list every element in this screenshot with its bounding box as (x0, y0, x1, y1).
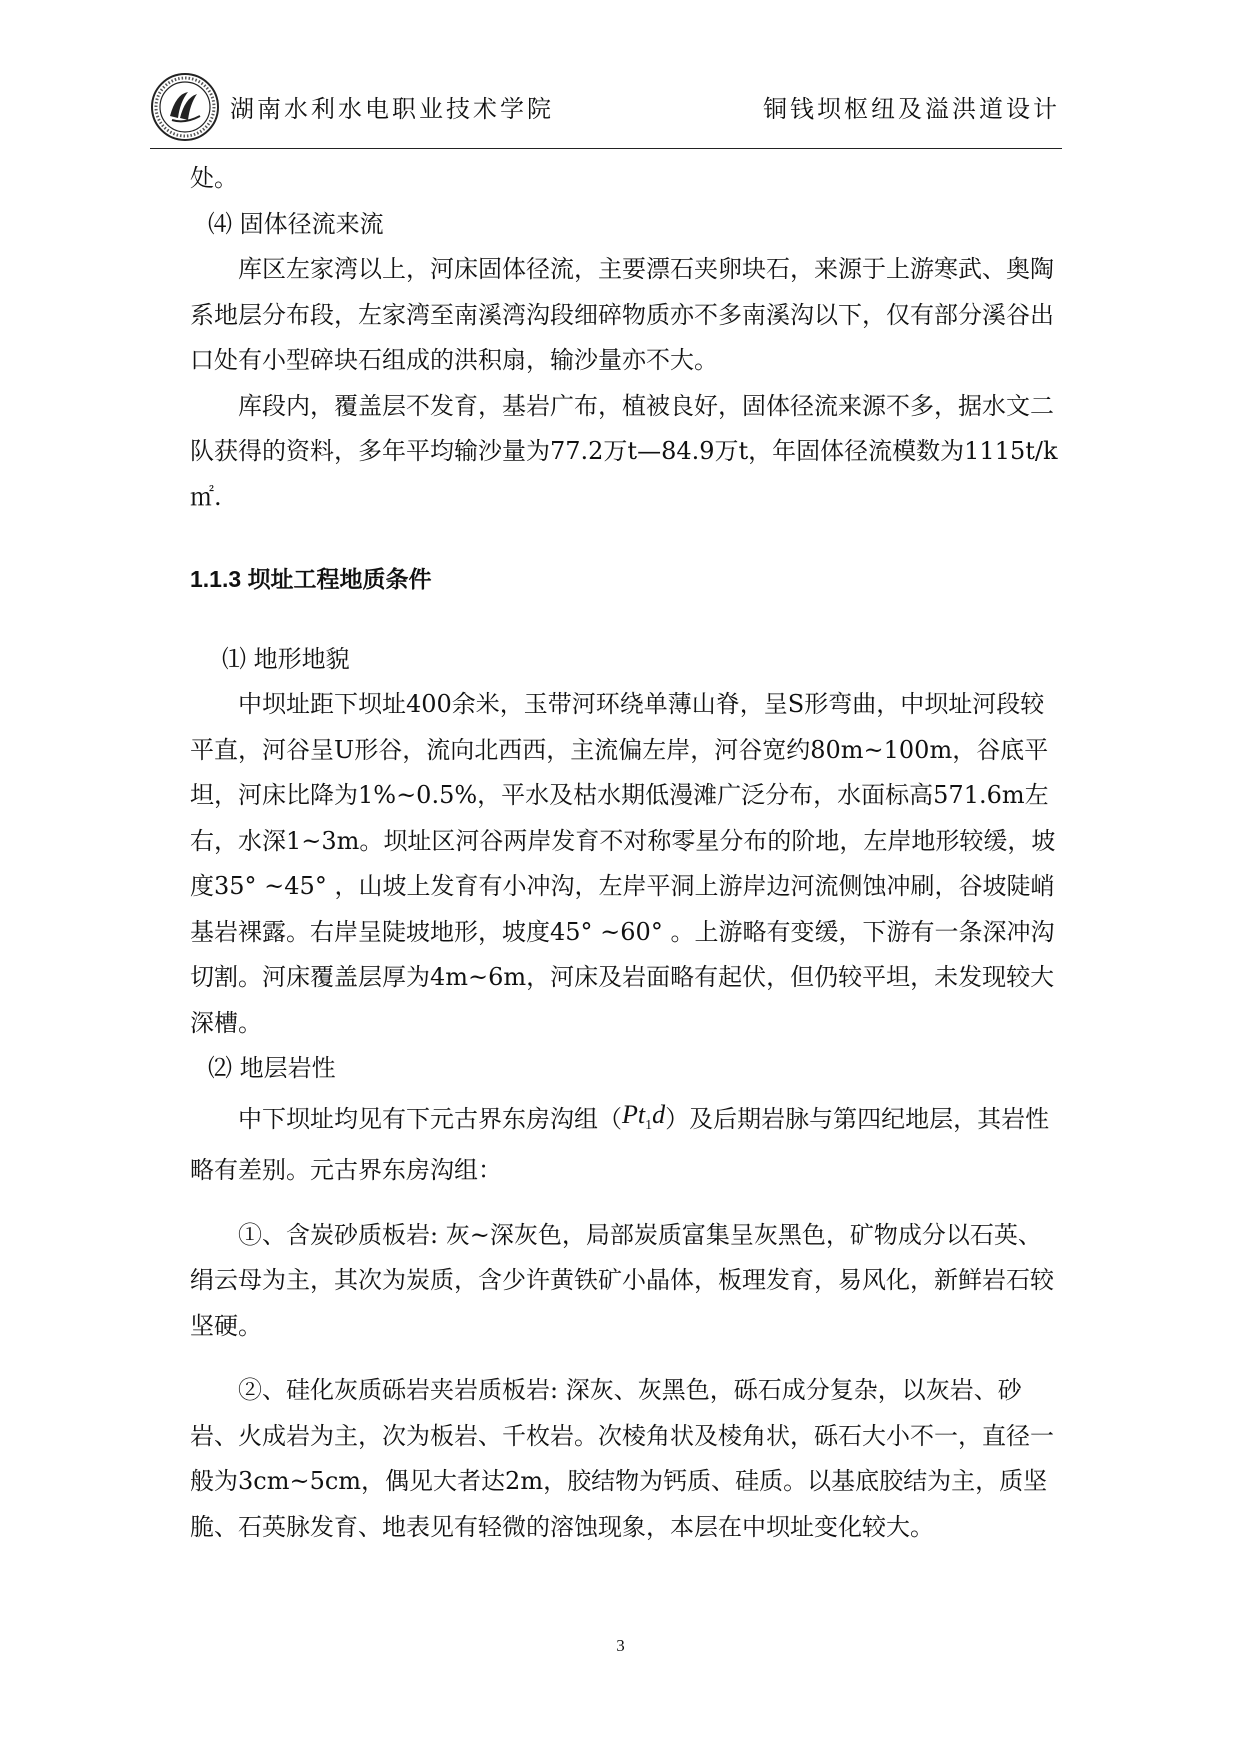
item-2-label: ⑵ 地层岩性 (208, 1054, 336, 1082)
header-left-title: 湖南水利水电职业技术学院 (230, 95, 554, 123)
formula: $Pt_1d$ (622, 1099, 666, 1133)
stratigraphy-text-after: ）及后期岩脉与第四纪地层，其岩性略有差别。元古界东房沟组： (190, 1104, 1050, 1185)
stratigraphy-text-before: 中下坝址均见有下元古界东房沟组（ (238, 1104, 622, 1133)
paragraph-rock-1: ①、含炭砂质板岩: 灰~深灰色，局部炭质富集呈灰黑色，矿物成分以石英、绢云母为主，其次为炭质，含少许黄铁矿小晶体，板理发育，易风化，新鲜岩石较坚硬。 (190, 1220, 1054, 1340)
paragraph-stratigraphy (190, 1092, 1060, 1194)
paragraph-sediment-source: 库区左家湾以上，河床固体径流，主要漂石夹卵块石，来源于上游寒武、奥陶系地层分布段，左家湾至南溪湾沟段细碎物质亦不多南溪沟以下，仅有部分溪谷出口处有小型碎块石组成的洪积扇，输沙量亦不大。 (190, 255, 1054, 374)
college-logo-icon (150, 72, 220, 142)
header-right-title: 铜钱坝枢纽及溢洪道设计 (763, 95, 1060, 123)
page-number: 3 (616, 1636, 625, 1655)
paragraph-rock-2: ②、硅化灰质砾岩夹岩质板岩: 深灰、灰黑色，砾石成分复杂，以灰岩、砂岩、火成岩为主，次为板岩、千枚岩。次棱角状及棱角状，砾石大小不一，直径一般为3cm~5cm，偶见大者达2m，胶结物为钙质、硅质。以基底胶结为主，质坚脆、石英脉发育、地表见有轻微的溶蚀现象，本层在中坝址变化较大。 (190, 1376, 1054, 1541)
page-header (150, 66, 1062, 149)
item-1-label: ⑴ 地形地貌 (222, 644, 350, 673)
paragraph-sediment-data: 库段内，覆盖层不发育，基岩广布，植被良好，固体径流来源不多，据水文二队获得的资料，多年平均输沙量为77.2万t—84.9万t，年固体径流模数为1115t/k㎡. (190, 391, 1058, 511)
paragraph-topography: 中坝址距下坝址400余米，玉带河环绕单薄山脊，呈S形弯曲，中坝址河段较平直，河谷呈U形谷，流向北西西，主流偏左岸，河谷宽约80m~100m，谷底平坦，河床比降为1%~0.5%，平水及枯水期低漫滩广泛分布，水面标高571.6m左右，水深1~3m。坝址区河谷两岸发育不对称零星分布的阶地，左岸地形较缓，坡度35° ~45° ，山坡上发育有小冲沟，左岸平洞上游岸边河流侧蚀冲刷，谷坡陡峭基岩裸露。右岸呈陡坡地形，坡度45° ~60° 。上游略有变缓，下游有一条深冲沟切割。河床覆盖层厚为4m~6m，河床及岩面略有起伏，但仍较平坦，未发现较大深槽。 (190, 690, 1056, 1037)
document-body (190, 156, 1060, 1550)
section-heading: 1.1.3 坝址工程地质条件 (190, 566, 432, 592)
paragraph-continuation: 处。 (190, 164, 238, 192)
item-4-label: ⑷ 固体径流来流 (208, 209, 384, 238)
